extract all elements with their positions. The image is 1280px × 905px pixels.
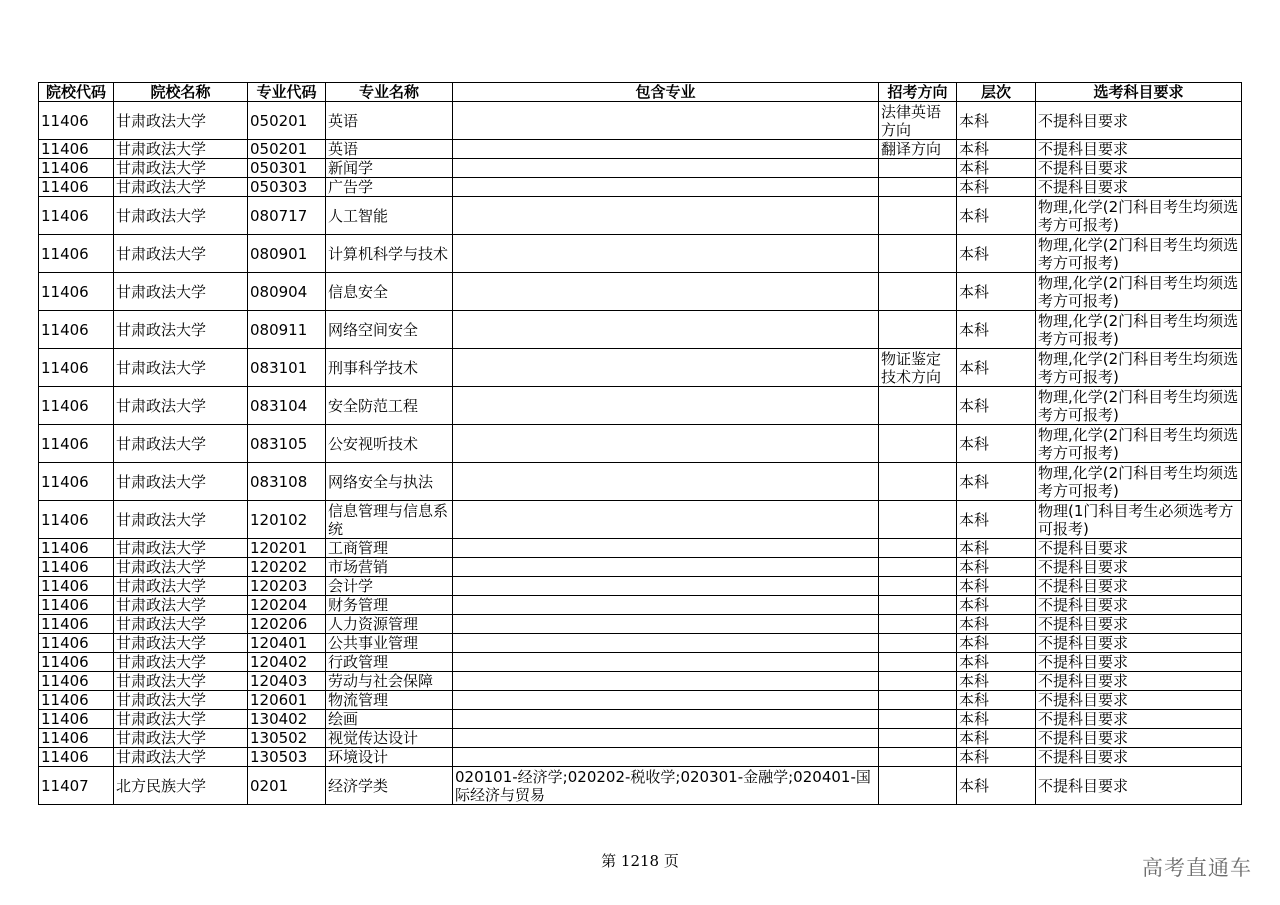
cell-included-majors [453,387,879,425]
cell-school-name: 甘肃政法大学 [114,577,248,596]
cell-major-code: 120204 [248,596,326,615]
table-row [39,691,1242,710]
cell-major-name: 视觉传达设计 [326,729,453,748]
cell-included-majors [453,615,879,634]
cell-major-code: 130503 [248,748,326,767]
cell-major-code: 120403 [248,672,326,691]
table-row [39,349,1242,387]
cell-major-name: 会计学 [326,577,453,596]
cell-school-code: 11406 [39,672,114,691]
cell-level: 本科 [957,672,1036,691]
cell-included-majors [453,273,879,311]
cell-school-code: 11406 [39,273,114,311]
cell-direction [879,691,957,710]
cell-direction [879,387,957,425]
cell-school-name: 甘肃政法大学 [114,539,248,558]
cell-school-code: 11406 [39,311,114,349]
cell-school-name: 甘肃政法大学 [114,387,248,425]
cell-direction [879,178,957,197]
cell-level: 本科 [957,596,1036,615]
cell-included-majors [453,558,879,577]
cell-level: 本科 [957,273,1036,311]
cell-major-code: 083108 [248,463,326,501]
cell-major-code: 080904 [248,273,326,311]
cell-included-majors [453,159,879,178]
cell-requirement: 物理(1门科目考生必须选考方可报考) [1036,501,1242,539]
cell-school-name: 甘肃政法大学 [114,178,248,197]
cell-included-majors: 020101-经济学;020202-税收学;020301-金融学;020401-国际经济与贸易 [453,767,879,805]
cell-school-code: 11406 [39,197,114,235]
cell-school-name: 甘肃政法大学 [114,311,248,349]
cell-school-name: 甘肃政法大学 [114,273,248,311]
cell-major-code: 130502 [248,729,326,748]
cell-included-majors [453,710,879,729]
cell-school-code: 11406 [39,425,114,463]
cell-major-name: 信息安全 [326,273,453,311]
cell-direction [879,311,957,349]
cell-major-code: 120402 [248,653,326,672]
cell-requirement: 不提科目要求 [1036,539,1242,558]
cell-school-name: 甘肃政法大学 [114,159,248,178]
table-row [39,729,1242,748]
cell-major-name: 环境设计 [326,748,453,767]
cell-major-name: 信息管理与信息系统 [326,501,453,539]
cell-requirement: 不提科目要求 [1036,577,1242,596]
cell-school-code: 11406 [39,729,114,748]
header-included-majors: 包含专业 [453,83,879,102]
cell-requirement: 不提科目要求 [1036,558,1242,577]
cell-school-code: 11406 [39,691,114,710]
cell-major-code: 080901 [248,235,326,273]
cell-requirement: 不提科目要求 [1036,596,1242,615]
cell-school-code: 11407 [39,767,114,805]
cell-school-name: 甘肃政法大学 [114,748,248,767]
cell-major-name: 劳动与社会保障 [326,672,453,691]
table-row [39,672,1242,691]
table-row [39,273,1242,311]
cell-direction [879,748,957,767]
cell-requirement: 物理,化学(2门科目考生均须选考方可报考) [1036,463,1242,501]
cell-included-majors [453,463,879,501]
table-row [39,767,1242,805]
cell-included-majors [453,748,879,767]
cell-direction [879,273,957,311]
cell-direction: 翻译方向 [879,140,957,159]
cell-included-majors [453,596,879,615]
table-row [39,178,1242,197]
table-body [39,102,1242,805]
cell-school-name: 甘肃政法大学 [114,672,248,691]
cell-requirement: 不提科目要求 [1036,748,1242,767]
cell-school-code: 11406 [39,387,114,425]
cell-direction [879,767,957,805]
cell-direction [879,615,957,634]
admission-table [38,82,1242,805]
header-school-name: 院校名称 [114,83,248,102]
cell-level: 本科 [957,140,1036,159]
cell-level: 本科 [957,634,1036,653]
cell-direction [879,577,957,596]
cell-requirement: 物理,化学(2门科目考生均须选考方可报考) [1036,235,1242,273]
cell-included-majors [453,235,879,273]
cell-school-name: 甘肃政法大学 [114,425,248,463]
cell-school-name: 甘肃政法大学 [114,197,248,235]
cell-major-name: 财务管理 [326,596,453,615]
cell-level: 本科 [957,102,1036,140]
cell-included-majors [453,729,879,748]
cell-major-code: 120601 [248,691,326,710]
cell-major-code: 083101 [248,349,326,387]
cell-major-name: 公共事业管理 [326,634,453,653]
table-row [39,558,1242,577]
cell-level: 本科 [957,463,1036,501]
cell-school-name: 甘肃政法大学 [114,691,248,710]
cell-requirement: 物理,化学(2门科目考生均须选考方可报考) [1036,273,1242,311]
cell-requirement: 不提科目要求 [1036,615,1242,634]
cell-level: 本科 [957,159,1036,178]
cell-direction [879,672,957,691]
cell-level: 本科 [957,349,1036,387]
cell-major-code: 120206 [248,615,326,634]
table-row [39,710,1242,729]
cell-school-code: 11406 [39,463,114,501]
cell-school-name: 甘肃政法大学 [114,596,248,615]
table-row [39,501,1242,539]
cell-requirement: 不提科目要求 [1036,710,1242,729]
cell-requirement: 不提科目要求 [1036,634,1242,653]
cell-major-name: 工商管理 [326,539,453,558]
cell-direction [879,558,957,577]
cell-direction [879,197,957,235]
table-row [39,102,1242,140]
cell-school-name: 甘肃政法大学 [114,729,248,748]
cell-major-code: 120201 [248,539,326,558]
cell-included-majors [453,501,879,539]
cell-level: 本科 [957,235,1036,273]
cell-major-code: 083104 [248,387,326,425]
cell-requirement: 不提科目要求 [1036,178,1242,197]
cell-school-name: 甘肃政法大学 [114,634,248,653]
cell-included-majors [453,539,879,558]
cell-included-majors [453,311,879,349]
cell-included-majors [453,577,879,596]
cell-school-code: 11406 [39,577,114,596]
cell-school-name: 甘肃政法大学 [114,653,248,672]
header-major-code: 专业代码 [248,83,326,102]
table-row [39,634,1242,653]
cell-major-code: 120203 [248,577,326,596]
cell-major-code: 080911 [248,311,326,349]
table-row [39,539,1242,558]
cell-level: 本科 [957,178,1036,197]
table-row [39,140,1242,159]
cell-school-code: 11406 [39,539,114,558]
table-row [39,425,1242,463]
cell-level: 本科 [957,539,1036,558]
cell-school-name: 甘肃政法大学 [114,235,248,273]
cell-major-code: 050303 [248,178,326,197]
cell-major-name: 行政管理 [326,653,453,672]
cell-school-code: 11406 [39,235,114,273]
cell-school-code: 11406 [39,159,114,178]
cell-direction [879,729,957,748]
cell-major-name: 刑事科学技术 [326,349,453,387]
cell-major-name: 物流管理 [326,691,453,710]
header-school-code: 院校代码 [39,83,114,102]
cell-direction [879,463,957,501]
cell-direction [879,425,957,463]
cell-major-name: 人工智能 [326,197,453,235]
cell-level: 本科 [957,710,1036,729]
table-row [39,387,1242,425]
cell-level: 本科 [957,425,1036,463]
page-number: 第 1218 页 [601,852,679,870]
table-row [39,159,1242,178]
cell-direction [879,501,957,539]
cell-direction [879,653,957,672]
cell-school-name: 甘肃政法大学 [114,710,248,729]
table-row [39,311,1242,349]
table-row [39,577,1242,596]
cell-included-majors [453,691,879,710]
table-row [39,235,1242,273]
cell-school-code: 11406 [39,748,114,767]
cell-requirement: 物理,化学(2门科目考生均须选考方可报考) [1036,349,1242,387]
cell-major-code: 120102 [248,501,326,539]
cell-major-name: 网络安全与执法 [326,463,453,501]
cell-school-name: 甘肃政法大学 [114,558,248,577]
header-level: 层次 [957,83,1036,102]
cell-level: 本科 [957,558,1036,577]
header-row [39,83,1242,102]
cell-major-name: 市场营销 [326,558,453,577]
cell-requirement: 物理,化学(2门科目考生均须选考方可报考) [1036,387,1242,425]
cell-major-name: 公安视听技术 [326,425,453,463]
table-row [39,197,1242,235]
table-row [39,748,1242,767]
cell-requirement: 不提科目要求 [1036,691,1242,710]
cell-direction [879,539,957,558]
cell-school-name: 北方民族大学 [114,767,248,805]
cell-included-majors [453,178,879,197]
cell-direction [879,710,957,729]
cell-major-code: 080717 [248,197,326,235]
cell-major-name: 网络空间安全 [326,311,453,349]
header-major-name: 专业名称 [326,83,453,102]
cell-major-name: 安全防范工程 [326,387,453,425]
cell-school-code: 11406 [39,558,114,577]
cell-requirement: 不提科目要求 [1036,767,1242,805]
cell-school-code: 11406 [39,653,114,672]
cell-major-code: 130402 [248,710,326,729]
cell-major-code: 0201 [248,767,326,805]
cell-major-name: 经济学类 [326,767,453,805]
cell-school-code: 11406 [39,501,114,539]
cell-level: 本科 [957,653,1036,672]
table-row [39,615,1242,634]
cell-major-code: 120202 [248,558,326,577]
cell-school-code: 11406 [39,634,114,653]
cell-level: 本科 [957,387,1036,425]
cell-major-code: 120401 [248,634,326,653]
cell-requirement: 物理,化学(2门科目考生均须选考方可报考) [1036,311,1242,349]
cell-school-name: 甘肃政法大学 [114,140,248,159]
table-row [39,653,1242,672]
cell-school-name: 甘肃政法大学 [114,463,248,501]
cell-level: 本科 [957,577,1036,596]
cell-included-majors [453,653,879,672]
cell-included-majors [453,672,879,691]
cell-requirement: 物理,化学(2门科目考生均须选考方可报考) [1036,425,1242,463]
cell-major-code: 050201 [248,102,326,140]
table-row [39,463,1242,501]
cell-included-majors [453,140,879,159]
cell-included-majors [453,102,879,140]
header-requirement: 选考科目要求 [1036,83,1242,102]
cell-school-name: 甘肃政法大学 [114,501,248,539]
cell-included-majors [453,197,879,235]
cell-requirement: 不提科目要求 [1036,672,1242,691]
cell-requirement: 不提科目要求 [1036,140,1242,159]
cell-major-name: 绘画 [326,710,453,729]
cell-direction [879,159,957,178]
cell-direction [879,634,957,653]
cell-level: 本科 [957,197,1036,235]
cell-major-name: 人力资源管理 [326,615,453,634]
cell-school-code: 11406 [39,349,114,387]
watermark: 高考直通车 [1142,856,1252,880]
header-direction: 招考方向 [879,83,957,102]
cell-level: 本科 [957,729,1036,748]
cell-school-code: 11406 [39,710,114,729]
cell-school-code: 11406 [39,178,114,197]
cell-school-name: 甘肃政法大学 [114,349,248,387]
cell-school-code: 11406 [39,102,114,140]
cell-level: 本科 [957,691,1036,710]
table-row [39,596,1242,615]
cell-major-code: 050301 [248,159,326,178]
cell-direction: 物证鉴定技术方向 [879,349,957,387]
cell-school-code: 11406 [39,615,114,634]
cell-major-name: 计算机科学与技术 [326,235,453,273]
cell-school-code: 11406 [39,596,114,615]
cell-major-name: 新闻学 [326,159,453,178]
cell-level: 本科 [957,615,1036,634]
cell-major-code: 050201 [248,140,326,159]
cell-requirement: 不提科目要求 [1036,653,1242,672]
cell-major-name: 英语 [326,102,453,140]
cell-major-name: 广告学 [326,178,453,197]
cell-included-majors [453,349,879,387]
cell-major-code: 083105 [248,425,326,463]
cell-school-name: 甘肃政法大学 [114,102,248,140]
cell-direction [879,596,957,615]
cell-direction [879,235,957,273]
cell-requirement: 物理,化学(2门科目考生均须选考方可报考) [1036,197,1242,235]
cell-level: 本科 [957,748,1036,767]
cell-school-name: 甘肃政法大学 [114,615,248,634]
cell-included-majors [453,634,879,653]
cell-school-code: 11406 [39,140,114,159]
cell-requirement: 不提科目要求 [1036,159,1242,178]
cell-level: 本科 [957,501,1036,539]
cell-included-majors [453,425,879,463]
cell-level: 本科 [957,311,1036,349]
cell-direction: 法律英语方向 [879,102,957,140]
cell-requirement: 不提科目要求 [1036,102,1242,140]
cell-level: 本科 [957,767,1036,805]
cell-major-name: 英语 [326,140,453,159]
cell-requirement: 不提科目要求 [1036,729,1242,748]
